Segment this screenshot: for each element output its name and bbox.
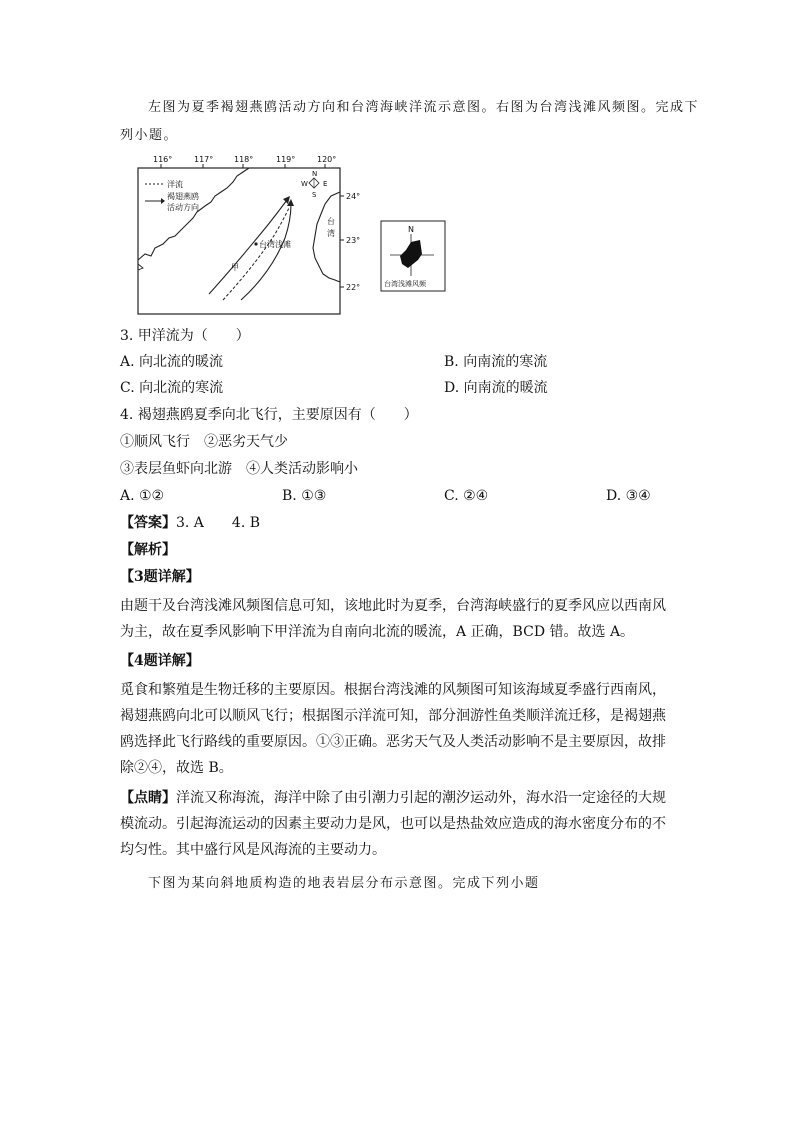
shoal-dot [254, 242, 257, 245]
ocean-current-line [223, 208, 289, 300]
legend-bird-arrowhead [161, 198, 165, 204]
q3-option-a: A. 向北流的暖流 [120, 354, 224, 370]
wind-rose-north: N [408, 225, 414, 234]
q3-option-b: B. 向南流的寒流 [444, 354, 548, 370]
q4-option-b: B. ①③ [282, 488, 327, 504]
answer-label: 【答案】 [120, 515, 176, 531]
current-jia-label: 甲 [231, 263, 239, 272]
wind-rose-caption: 台湾浅滩风频 [384, 280, 426, 288]
q4-detail-line: 觅食和繁殖是生物迁移的主要原因。根据台湾浅滩的风频图可知该海域夏季盛行西南风， [120, 682, 666, 698]
q3-detail-label: 【3题详解】 [120, 569, 200, 585]
q4-detail-line: 鸥选择此飞行路线的重要原因。①③正确。恶劣天气及人类活动影响不是主要原因，故排 [120, 734, 666, 750]
mainland-coastline [138, 168, 249, 260]
taiwan-label-2: 湾 [327, 229, 335, 238]
q3-stem: 3. 甲洋流为（ ） [120, 328, 250, 344]
lat-label: 24° [346, 192, 361, 201]
q4-option-c: C. ②④ [444, 488, 489, 504]
highlight-line-1-text: 洋流又称海流，海洋中除了由引潮力引起的潮汐运动外，海水沿一定途径的大规 [176, 790, 666, 806]
compass-s: S [312, 191, 317, 199]
q4-detail-line: 褐翅燕鸥向北可以顺风飞行；根据图示洋流可知，部分洄游性鱼类顺洋流迁移，是褐翅燕 [120, 708, 666, 724]
legend-bird-label-1: 褐翅燕鸥 [167, 192, 199, 201]
analysis-label: 【解析】 [120, 542, 176, 558]
q3-option-c: C. 向北流的寒流 [120, 380, 224, 396]
compass-e: E [323, 180, 328, 188]
q3-detail-line: 由题干及台湾浅滩风频图信息可知，该地此时为夏季，台湾海峡盛行的夏季风应以西南风 [120, 598, 666, 614]
legend-current-label: 洋流 [167, 180, 183, 189]
q3-detail-text [120, 593, 680, 645]
q4-detail-line: 除②④，故选 B。 [120, 760, 233, 776]
intro-line-2: 列小题。 [120, 128, 179, 143]
highlight-line: 模流动。引起海流运动的因素主要动力是风，也可以是热盐效应造成的海水密度分布的不 [120, 816, 666, 832]
q4-detail-text [120, 677, 680, 781]
q3-detail-line: 为主，故在夏季风影响下甲洋流为自南向北流的暖流，A 正确，BCD 错。故选 A。 [120, 624, 635, 640]
q3-option-d: D. 向南流的暖流 [444, 380, 548, 396]
lon-label: 116° [153, 155, 173, 164]
compass-w: W [301, 180, 308, 188]
map-frame [138, 168, 340, 314]
lon-label: 120° [317, 155, 337, 164]
taiwan-label-1: 台 [327, 217, 335, 226]
wind-rose-figure [380, 220, 446, 292]
highlight-label: 【点睛】 [120, 790, 176, 806]
shoal-label: 台湾浅滩 [259, 240, 291, 249]
q4-detail-label: 【4题详解】 [120, 653, 200, 669]
wind-frequency-shape [400, 240, 422, 268]
q4-item-1: ①顺风飞行 ②恶劣天气少 [120, 434, 288, 450]
lat-label: 23° [346, 236, 361, 245]
q4-stem: 4. 褐翅燕鸥夏季向北飞行，主要原因有（ ） [120, 407, 418, 423]
answer-row [120, 513, 260, 533]
q4-option-a: A. ①② [120, 488, 165, 504]
answer-text: 3. A 4. B [176, 515, 261, 531]
lon-label: 119° [276, 155, 296, 164]
lon-label: 118° [234, 155, 254, 164]
compass-n: N [312, 170, 318, 178]
next-section-intro: 下图为某向斜地质构造的地表岩层分布示意图。完成下列小题 [148, 876, 540, 891]
highlight-line: 均匀性。其中盛行风是风海流的主要动力。 [120, 842, 386, 858]
q4-item-2: ③表层鱼虾向北游 ④人类活动影响小 [120, 461, 358, 477]
coast-fragment [138, 264, 143, 270]
lon-label: 117° [194, 155, 214, 164]
lat-label: 22° [346, 283, 361, 292]
q4-option-d: D. ③④ [606, 488, 651, 504]
highlight-line-1 [120, 785, 680, 811]
highlight-text [120, 785, 680, 863]
legend-bird-label-2: 活动方向 [167, 203, 199, 212]
intro-line-1: 左图为夏季褐翅燕鸥活动方向和台湾海峡洋流示意图。右图为台湾浅滩风频图。完成下 [148, 100, 700, 115]
